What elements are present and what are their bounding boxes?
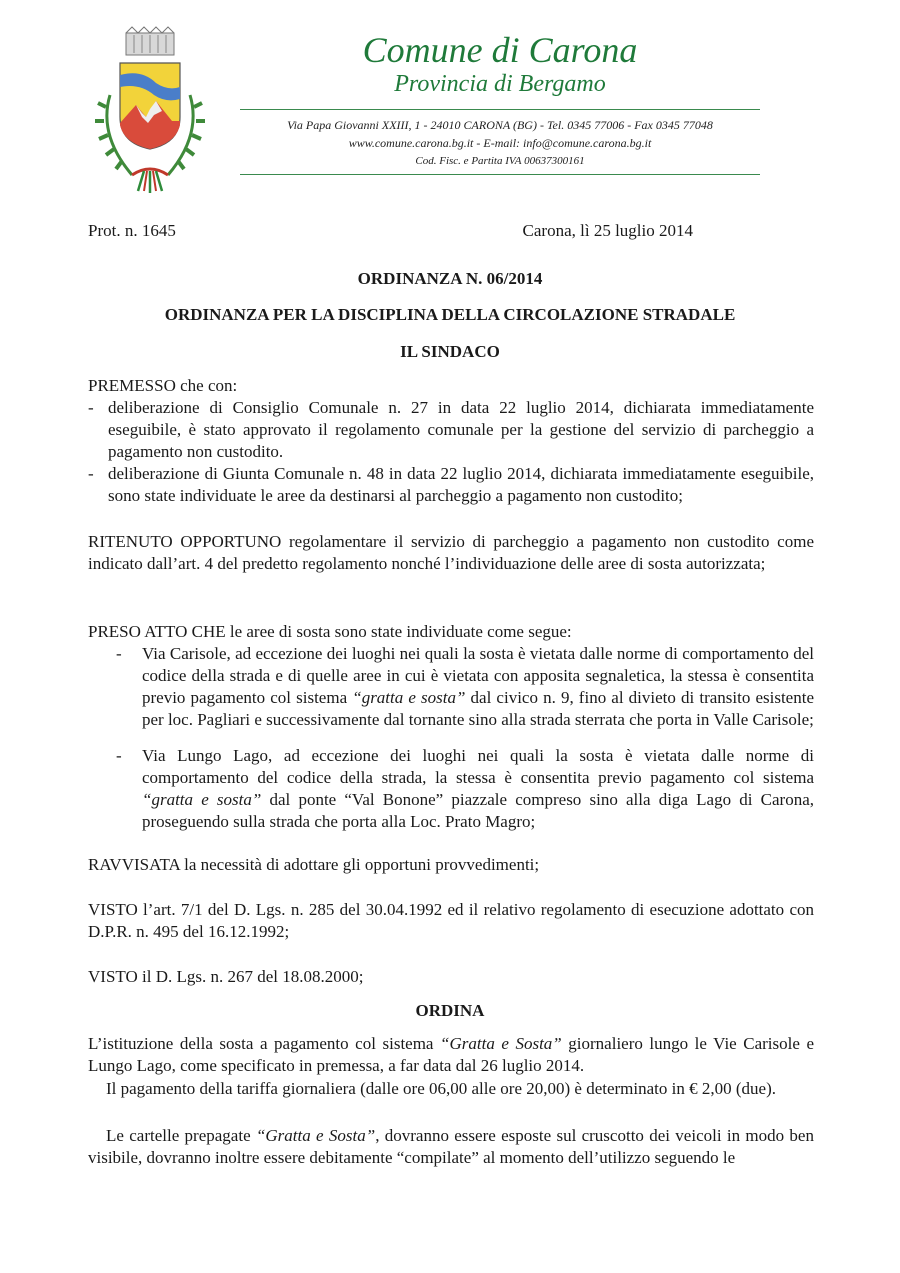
preso-atto-item bbox=[116, 643, 814, 731]
preso-atto-item bbox=[116, 745, 814, 833]
preso-atto-item-text: Via Lungo Lago, ad eccezione dei luoghi nei quali la sosta è vietata dalle norme di comportamento del codice della strada, la stessa è consentita previo pagamento col sistema “gratta e sosta” dal ponte “Val Bonone” piazzale compreso sino alla diga Lago di Carona, proseguendo sulla strada che porta alla Loc. Prato Magro; bbox=[142, 746, 814, 831]
visto-paragraph: VISTO l’art. 7/1 del D. Lgs. n. 285 del 30.04.1992 ed il relativo regolamento di esecuzione adottato con D.P.R. n. 495 del 16.12.1992; bbox=[88, 900, 814, 941]
ordinance-number: ORDINANZA N. 06/2014 bbox=[357, 269, 543, 288]
ordina-paragraph: Il pagamento della tariffa giornaliera (dalle ore 06,00 alle ore 20,00) è determinato in € 2,00 (due). bbox=[106, 1079, 776, 1098]
place-date: Carona, lì 25 luglio 2014 bbox=[522, 221, 693, 240]
visto-paragraph: VISTO il D. Lgs. n. 267 del 18.08.2000; bbox=[88, 967, 364, 986]
premesso-item-text: deliberazione di Consiglio Comunale n. 27 in data 22 luglio 2014, dichiarata immediatamente eseguibile, è stato approvato il regolamento comunale per la gestione del servizio di parcheggio a pagamento non custodito. bbox=[108, 398, 814, 461]
preso-atto-intro: PRESO ATTO CHE le aree di sosta sono state individuate come segue: bbox=[88, 622, 572, 641]
list-dash: - bbox=[116, 644, 122, 663]
premesso-item bbox=[88, 397, 814, 463]
tax-code-line: Cod. Fisc. e Partita IVA 00637300161 bbox=[415, 155, 585, 167]
premesso-item-text: deliberazione di Giunta Comunale n. 48 in data 22 luglio 2014, dichiarata immediatamente eseguibile, sono state individuate le aree da destinarsi al parcheggio a pagamento non custodito; bbox=[108, 464, 814, 505]
protocol-number: Prot. n. 1645 bbox=[88, 221, 176, 240]
web-email-line: www.comune.carona.bg.it - E-mail: info@comune.carona.bg.it bbox=[348, 136, 652, 150]
ritenuto-paragraph: RITENUTO OPPORTUNO regolamentare il servizio di parcheggio a pagamento non custodito come indicato dall’art. 4 del predetto regolamento nonché l’individuazione delle aree di sosta autorizzata; bbox=[88, 532, 814, 573]
province-name: Provincia di Bergamo bbox=[394, 71, 606, 97]
address-line: Via Papa Giovanni XXIII, 1 - 24010 CARONA (BG) - Tel. 0345 77006 - Fax 0345 77048 bbox=[287, 118, 713, 132]
preso-atto-item-text: Via Carisole, ad eccezione dei luoghi nei quali la sosta è vietata dalle norme di comportamento del codice della strada e di quelle aree in cui è vietata con apposita segnaletica, la stessa è consentita previo pagamento col sistema “gratta e sosta” dal civico n. 9, fino al divieto di transito esistente per loc. Pagliari e successivamente dal tornante sino alla strada sterrata che porta in Valle Carisole; bbox=[142, 644, 814, 729]
list-dash: - bbox=[116, 746, 122, 765]
municipality-name: Comune di Carona bbox=[362, 30, 638, 70]
ordina-paragraph: Le cartelle prepagate “Gratta e Sosta”, dovranno essere esposte sul cruscotto dei veicoli in modo ben visibile, dovranno inoltre essere debitamente “compilate” al momento dell’utilizzo seguendo le bbox=[88, 1126, 814, 1167]
ordina-paragraph: L’istituzione della sosta a pagamento col sistema “Gratta e Sosta” giornaliero lungo le Vie Carisole e Lungo Lago, come specificato in premessa, a far data dal 26 luglio 2014. bbox=[88, 1034, 814, 1075]
ordinance-title: ORDINANZA PER LA DISCIPLINA DELLA CIRCOLAZIONE STRADALE bbox=[164, 305, 736, 324]
list-dash: - bbox=[88, 398, 94, 417]
premesso-item bbox=[88, 463, 814, 507]
premesso-intro: PREMESSO che con: bbox=[88, 376, 238, 395]
list-dash: - bbox=[88, 464, 94, 483]
header-divider-top bbox=[240, 109, 760, 110]
municipal-crest-icon bbox=[92, 25, 208, 195]
ordina-heading: ORDINA bbox=[415, 1001, 485, 1020]
ravvisata-paragraph: RAVVISATA la necessità di adottare gli opportuni provvedimenti; bbox=[88, 855, 540, 874]
authority-heading: IL SINDACO bbox=[400, 342, 500, 361]
header-divider-bottom bbox=[240, 174, 760, 175]
